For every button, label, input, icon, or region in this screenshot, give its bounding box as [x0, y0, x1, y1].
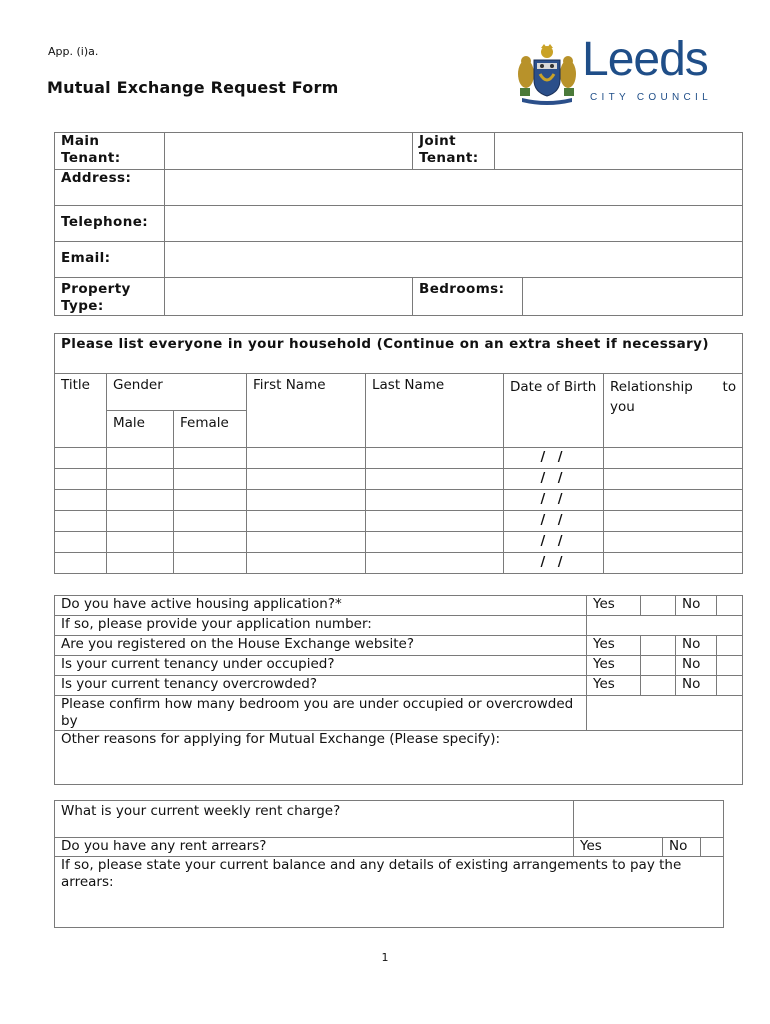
arrears-no-label: No	[663, 838, 701, 857]
house-exchange-yes-label: Yes	[587, 636, 641, 656]
last-name-cell[interactable]	[366, 469, 504, 490]
property-type-label: Property Type:	[55, 278, 165, 316]
rent-table	[54, 800, 724, 928]
col-title: Title	[55, 374, 107, 448]
overcrowded-question: Is your current tenancy overcrowded?	[55, 676, 587, 696]
last-name-cell[interactable]	[366, 511, 504, 532]
under-occupied-no-box[interactable]	[717, 656, 743, 676]
joint-tenant-field[interactable]	[495, 133, 743, 170]
house-exchange-yes-box[interactable]	[641, 636, 676, 656]
overcrowded-yes-box[interactable]	[641, 676, 676, 696]
dob-cell[interactable]: / /	[504, 448, 604, 469]
col-relationship: Relationship to you	[604, 374, 743, 448]
main-tenant-field[interactable]	[165, 133, 413, 170]
relationship-cell[interactable]	[604, 511, 743, 532]
arrears-details-field[interactable]	[55, 857, 724, 928]
weekly-rent-question: What is your current weekly rent charge?	[55, 801, 574, 838]
last-name-cell[interactable]	[366, 448, 504, 469]
female-cell[interactable]	[174, 469, 247, 490]
last-name-cell[interactable]	[366, 532, 504, 553]
col-first-name: First Name	[247, 374, 366, 448]
confirm-bedrooms-field[interactable]	[587, 696, 743, 731]
arrears-question: Do you have any rent arrears?	[55, 838, 574, 857]
title-cell[interactable]	[55, 448, 107, 469]
application-number-question: If so, please provide your application number:	[55, 616, 587, 636]
weekly-rent-field[interactable]	[574, 801, 724, 838]
address-label: Address:	[55, 170, 165, 206]
tenant-details-table	[54, 132, 743, 316]
coat-of-arms-icon	[516, 42, 578, 106]
under-occupied-no-label: No	[676, 656, 717, 676]
first-name-cell[interactable]	[247, 469, 366, 490]
title-cell[interactable]	[55, 469, 107, 490]
title-cell[interactable]	[55, 553, 107, 574]
household-row	[55, 511, 743, 532]
dob-cell[interactable]: / /	[504, 469, 604, 490]
document-reference: App. (i)a.	[48, 45, 99, 58]
col-date-of-birth: Date of Birth	[504, 374, 604, 448]
relationship-cell[interactable]	[604, 532, 743, 553]
male-cell[interactable]	[107, 553, 174, 574]
first-name-cell[interactable]	[247, 448, 366, 469]
bedrooms-field[interactable]	[523, 278, 743, 316]
female-cell[interactable]	[174, 511, 247, 532]
active-application-yes-box[interactable]	[641, 596, 676, 616]
dob-cell[interactable]: / /	[504, 490, 604, 511]
house-exchange-no-label: No	[676, 636, 717, 656]
female-cell[interactable]	[174, 490, 247, 511]
logo-wordmark: Leeds	[582, 33, 708, 86]
telephone-field[interactable]	[165, 206, 743, 242]
email-label: Email:	[55, 242, 165, 278]
male-cell[interactable]	[107, 448, 174, 469]
relationship-cell[interactable]	[604, 448, 743, 469]
col-last-name: Last Name	[366, 374, 504, 448]
overcrowded-yes-label: Yes	[587, 676, 641, 696]
house-exchange-no-box[interactable]	[717, 636, 743, 656]
relationship-cell[interactable]	[604, 469, 743, 490]
household-row	[55, 553, 743, 574]
active-application-no-label: No	[676, 596, 717, 616]
female-cell[interactable]	[174, 553, 247, 574]
email-field[interactable]	[165, 242, 743, 278]
dob-cell[interactable]: / /	[504, 511, 604, 532]
dob-cell[interactable]: / /	[504, 532, 604, 553]
household-heading: Please list everyone in your household (Continue on an extra sheet if necessary)	[55, 334, 743, 374]
other-reasons-field[interactable]	[55, 731, 743, 785]
last-name-cell[interactable]	[366, 490, 504, 511]
under-occupied-yes-box[interactable]	[641, 656, 676, 676]
title-cell[interactable]	[55, 511, 107, 532]
first-name-cell[interactable]	[247, 532, 366, 553]
application-number-field[interactable]	[587, 616, 743, 636]
telephone-label: Telephone:	[55, 206, 165, 242]
male-cell[interactable]	[107, 532, 174, 553]
bedrooms-label: Bedrooms:	[413, 278, 523, 316]
last-name-cell[interactable]	[366, 553, 504, 574]
housing-questions-table	[54, 595, 743, 785]
male-cell[interactable]	[107, 511, 174, 532]
col-female: Female	[174, 411, 247, 448]
arrears-details-label: If so, please state your current balance and any details of existing arrangements to pay the arrears:	[61, 857, 682, 890]
dob-cell[interactable]: / /	[504, 553, 604, 574]
first-name-cell[interactable]	[247, 553, 366, 574]
house-exchange-question: Are you registered on the House Exchange website?	[55, 636, 587, 656]
female-cell[interactable]	[174, 532, 247, 553]
under-occupied-question: Is your current tenancy under occupied?	[55, 656, 587, 676]
active-application-question: Do you have active housing application?*	[55, 596, 587, 616]
logo-subtitle: CITY COUNCIL	[590, 92, 712, 103]
household-row	[55, 490, 743, 511]
household-table	[54, 333, 743, 574]
relationship-cell[interactable]	[604, 490, 743, 511]
male-cell[interactable]	[107, 469, 174, 490]
arrears-no-box[interactable]	[701, 838, 724, 857]
confirm-bedrooms-question: Please confirm how many bedroom you are under occupied or overcrowded by	[55, 696, 587, 731]
household-row	[55, 532, 743, 553]
household-row	[55, 469, 743, 490]
first-name-cell[interactable]	[247, 511, 366, 532]
page-title: Mutual Exchange Request Form	[47, 78, 339, 97]
overcrowded-no-label: No	[676, 676, 717, 696]
page-number: 1	[381, 951, 389, 964]
leeds-city-council-logo	[516, 33, 730, 106]
female-cell[interactable]	[174, 448, 247, 469]
active-application-no-box[interactable]	[717, 596, 743, 616]
relationship-cell[interactable]	[604, 553, 743, 574]
arrears-yes-label: Yes	[574, 838, 663, 857]
household-row	[55, 448, 743, 469]
male-cell[interactable]	[107, 490, 174, 511]
other-reasons-label: Other reasons for applying for Mutual Exchange (Please specify):	[61, 731, 501, 747]
title-cell[interactable]	[55, 532, 107, 553]
under-occupied-yes-label: Yes	[587, 656, 641, 676]
main-tenant-label: Main Tenant:	[55, 133, 165, 170]
col-gender: Gender	[107, 374, 247, 411]
active-application-yes-label: Yes	[587, 596, 641, 616]
joint-tenant-label: Joint Tenant:	[413, 133, 495, 170]
title-cell[interactable]	[55, 490, 107, 511]
first-name-cell[interactable]	[247, 490, 366, 511]
col-male: Male	[107, 411, 174, 448]
address-field[interactable]	[165, 170, 743, 206]
overcrowded-no-box[interactable]	[717, 676, 743, 696]
property-type-field[interactable]	[165, 278, 413, 316]
